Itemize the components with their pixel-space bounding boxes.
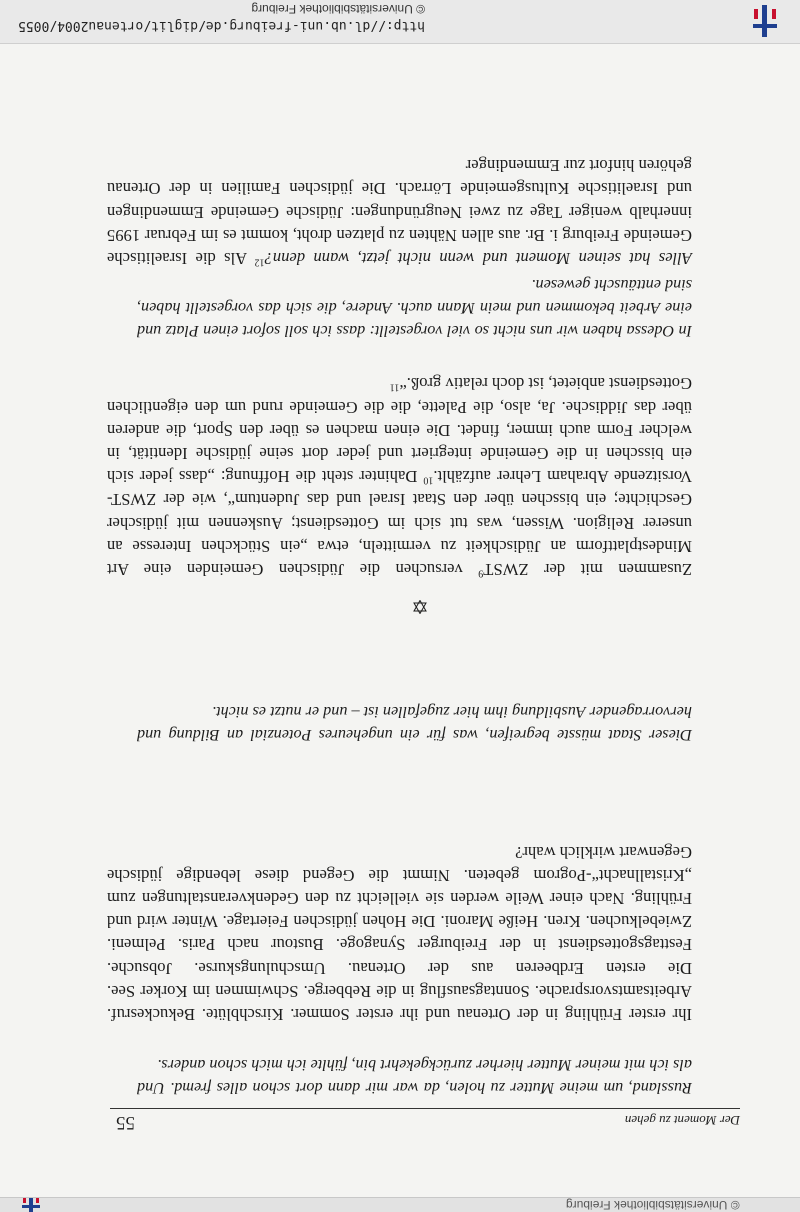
page-number: 55: [116, 1112, 135, 1133]
footnote-ref-12: 12: [254, 256, 265, 268]
paragraph-3-text-b: Als die Israelitische Gemeinde Freiburg i. Br. aus allen Nähten zu platzen droht, kommt es im Februar 1995 innerhalb weniger Tage zu zwei Neugründungen: Jüdische Gemeinde Emmendingen und Israelitische Kultusgemeinde Lörrach. Die jüdischen Familien in der Ortenau gehören hinfort zur Emmendinger: [107, 156, 692, 268]
footer-copyright: © Universitätsbibliothek Freiburg: [251, 2, 425, 16]
body-paragraph-3: [107, 154, 692, 270]
header-rule: [110, 1108, 740, 1109]
paragraph-3-text-a: Alles hat seinen Moment und wenn nicht jetzt, wann denn?: [264, 249, 692, 268]
ub-freiburg-logo: [750, 5, 780, 37]
top-toolbar-strip: [0, 1197, 800, 1212]
top-copyright-text: © Universitätsbibliothek Freiburg: [566, 1198, 740, 1212]
quote-block-2: Dieser Staat müsste begreifen, was für ein ungeheures Potenzial an Bildung und hervorragender Ausbildung ihm hier zugefallen ist – und er nutzt es nicht.: [137, 702, 692, 744]
quote-block-1: Russland, um meine Mutter zu holen, da war mir dann dort schon alles fremd. Und als ich mit meiner Mutter hierher zurückgekehrt bin, fühlte ich mich schon anders.: [137, 1055, 692, 1097]
paragraph-2-text-b: versuchen die Jüdischen Gemeinden eine Art Mindestplattform an Jüdischkeit zu vermitteln, etwa „ein Stückchen Interesse an unserer Religion. Wissen, was tut sich im Gottesdienst; Auskennen mit jüdischer Geschichte; ein bisschen über den Staat Israel und das Judentum“, wie der ZWST-Vorsitzende Abraham Lehrer aufzählt.: [107, 467, 692, 579]
body-paragraph-1: Ihr erster Frühling in der Ortenau und ihr erster Sommer. Kirschblüte. Bekuckesruf. Arbeitsamtsvorsprache. Sonntagsausflug in die Rebberge. Schwimmen im Korker See. Die ersten Erdbeeren aus der Ortenau. Umschulungskurse. Jobsuche. Festtagsgottesdienst in der Freiburger Synagoge. Bustour nach Paris. Pelmeni. Zwiebelkuchen. Kren. Heiße Maroni. Die Hohen jüdischen Feiertage. Winter wird und Frühling. Nach einer Weile werden sie vielleicht zu den Gedenkveranstaltungen zum „Kristallnacht“-Pogrom gebeten. Nimmt die Gegend diese lebendige jüdische Gegenwart wirklich wahr?: [107, 842, 692, 1024]
running-head: Der Moment zu gehen: [624, 1113, 740, 1128]
footnote-ref-9: 9: [478, 567, 484, 579]
ub-freiburg-logo: [20, 1198, 42, 1212]
footnote-ref-10: 10: [423, 474, 434, 486]
body-paragraph-2: [107, 372, 692, 581]
footnote-ref-11: 11: [389, 381, 400, 393]
paragraph-2-text-a: Zusammen mit der ZWST: [483, 560, 692, 579]
quote-block-3: In Odessa haben wir uns nicht so viel vorgestellt: dass ich soll sofort einen Platz und eine Arbeit bekommen und mein Mann auch. Andere, die sich das vorgestellt haben, sind enttäuscht gewesen.: [137, 275, 692, 340]
paragraph-2-text-c: Dahinter steht die Hoffnung: „dass jeder sich ein bisschen in die Gemeinde integriert und jeder dort seine jüdische Identität, in welcher Form auch immer, findet. Die einen machen es über den Sport, die anderen über das Jiddische. Ja, also, die Palette, die die Gemeinde rund um den eigentlichen Gottesdienst anbietet, ist doch relativ groß.“: [106, 374, 692, 487]
source-url[interactable]: http://dl.ub.uni-freiburg.de/diglit/ortenau2004/0055: [18, 18, 425, 33]
star-of-david-icon: [413, 600, 427, 614]
